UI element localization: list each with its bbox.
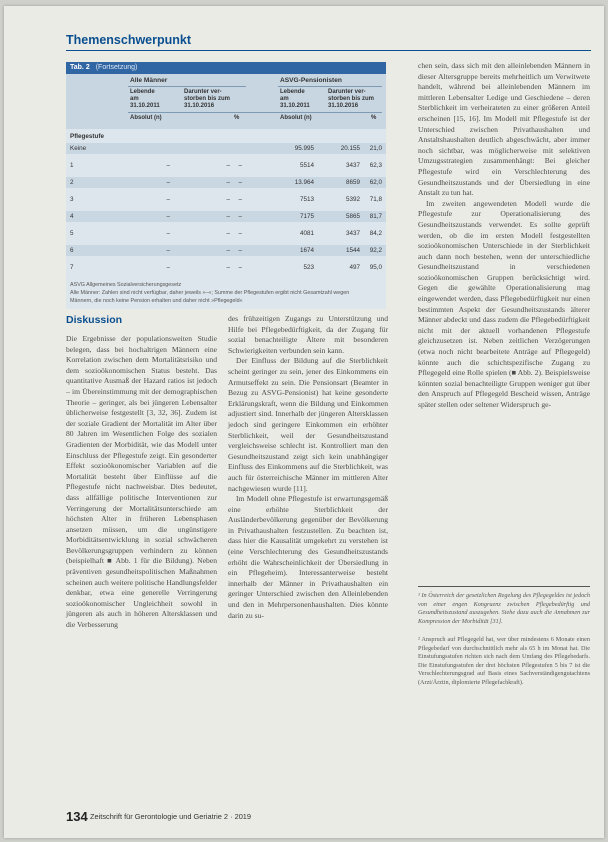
table-cell: 6 [70,247,74,254]
table-cell: 71,8 [369,196,382,203]
table-label-sub: (Fortsetzung) [95,64,138,71]
table-note-1: ASVG Allgemeines Sozialversicherungsgesetz [70,282,182,288]
table-cell: 92,2 [369,247,382,254]
text-column-right [418,61,590,581]
table-cell: – [238,247,242,254]
table-cell: 13.964 [294,179,314,186]
table-cell: 3437 [345,162,360,169]
table-note-2: Alle Männer: Zahlen sind nicht verfügbar, daher jeweils »–«; Summe der Pflegestufen ergibt nicht Gesamtzahl wegen [70,290,350,296]
col-header-living-2: Lebende am 31.10.2011 [280,89,310,109]
unit-absolute-1: Absolut (n) [130,115,162,121]
unit-percent-1: % [234,115,240,121]
table-cell: 20.155 [340,145,360,152]
group-header-all-men: Alle Männer [130,77,168,84]
table-row [66,177,386,188]
table-caption [66,62,386,74]
paragraph: Die Ergebnisse der populationsweiten Studie belegen, dass bei hochaltrigen Männern eine Korrelation zwischen dem Mortalitätsrisiko und dem sozioökonomischen Status besteht. Das quantitative Ausmaß der Hazard ratios ist jedoch – im Übereinstimmung mit der demographischen Theorie – geringer, als bei jüngeren Lebensalter üblicherweise festgestellt [3, 32, 36]. Zudem ist der soziale Gradient der Mortalität im Alter über 80 Jahren im Wesentlichen Folge des sozialen Gradienten der Morbidität, wie das Modell unter Einschluss der Pflegestufe zeigt. Ein gesonderter Effekt sozioökonomischer Variablen auf die Mortalität besteht über Einflüsse auf die Pflegestufe nicht nachweisbar. Dies bedeutet, dass allfällige politische Interventionen zur Verringerung der Mortalitätsunterschiede am höchsten Alter in früheren Lebensphasen ansetzen müssen, um die ungünstigere Morbiditätsentwicklung in sozial schwächeren Bevölkerungsgruppen verhindern zu können (beispielhaft ■ Abb. 1 für die Bildung). Neben präventiven gesundheitspolitischen Maßnahmen scheinen auch weitere politische Handlungsfelder denkbar, etwa eine generelle Verringerung sozioökonomischer Ungleichheit sowohl in jüngeren als auch in höheren Altersklassen und die Verbesserung [66,334,217,630]
col-header-living-1: Lebende am 31.10.2011 [130,89,160,109]
table-cell: 1 [70,162,74,169]
table-cell: 7 [70,264,74,271]
table-cell: 62,0 [369,179,382,186]
table-cell: – [166,179,170,186]
table-cell: 7513 [299,196,314,203]
unit-absolute-2: Absolut (n) [280,115,312,121]
table-cell: – [226,264,230,271]
section-title: Themenschwerpunkt [66,33,192,47]
table-cell: 95,0 [369,264,382,271]
table-cell: 497 [349,264,360,271]
table-cell: 5865 [345,213,360,220]
unit-rule [128,112,382,113]
table-cell: – [166,196,170,203]
table-cell: – [238,230,242,237]
table-cell: – [238,196,242,203]
table-cell: 84,2 [369,230,382,237]
table-cell: – [166,264,170,271]
table-cell: 21,0 [369,145,382,152]
footnote-1: ¹ In Österreich der gesetzlichen Regelung des Pflegegeldes ist jedoch von einer engen Kongruenz zwischen Pflegebedürftig und Gesundheitszustand auszugehen. Siehe dazu auch die Annahmen zur Kompression der Morbidität [31]. [418,592,590,625]
table-cell: 4 [70,213,74,220]
text-column-middle [228,314,388,804]
table-cell: 7175 [299,213,314,220]
footnote-2: ² Anspruch auf Pflegegeld hat, wer über mindestens 6 Monate einen Pflegebedarf von durchschnittlich mehr als 65 h im Monat hat. Die Einstufungsstufen richten sich nach dem Umfang des Pflegebedarfs. Die Einstufungsstufen der drei höchsten Pflegestufen 5 bis 7 ist die Verschlechterungsgrad auf Basis eines Sachverständigengutachtens (Arzt/Ärztin, diplomierte Pflegefachkraft). [418,636,590,686]
table-cell: 5514 [299,162,314,169]
table-row [66,245,386,256]
data-table [66,62,386,309]
table-cell: 2 [70,179,74,186]
table-cell: 3437 [345,230,360,237]
table-cell: – [238,179,242,186]
table-note-3: Männern, die noch keine Pension erhalten und daher nicht »Pflegegeld« [70,298,243,304]
table-cell: 4081 [299,230,314,237]
table-label: Tab. 2 [70,64,90,71]
table-row [66,194,386,205]
paragraph: chen sein, dass sich mit den alleinlebenden Männern in dieser Altersgruppe bereits mehrheitlich um Verwitwete handelt, während bei alleinlebenden Männern im mittleren Lebensalter Ledige und Geschiedene – deren Sterblichkeit im verheirateten zu einer größeren Anteil erscheinen [15, 16]. Im Modell mit Pflegestufe ist der Unterschied zwischen Privathaushalten und Anstaltshaushalten deutlich abgeschwächt, aber immer noch sichtbar, was möglicherweise mit selektiven Umzugsstrategien zusammenhängt: Bei gleicher Pflegestufe wird ein Verschlechterung des Gesundheitszustands und der Übersiedlung in eine Anstalt zu tun hat. [418,61,590,198]
table-cell: – [166,230,170,237]
text-column-left [66,334,217,804]
table-cell: – [166,247,170,254]
table-cell: – [226,230,230,237]
table-cell: 81,7 [369,213,382,220]
group-rule-2 [278,86,382,87]
page-number: 134 [66,809,88,824]
table-cell: – [226,247,230,254]
table-row [66,143,386,154]
table-cell: – [238,213,242,220]
table-cell: 5392 [345,196,360,203]
journal-title: Zeitschrift für Gerontologie und Geriatrie 2 · 2019 [90,812,252,821]
table-cell: 8659 [345,179,360,186]
table-cell: 62,3 [369,162,382,169]
table-cell: 3 [70,196,74,203]
paragraph: Im Modell ohne Pflegestufe ist erwartungsgemäß eine erhöhte Sterblichkeit der Ausländerbevölkerung gegenüber der Bevölkerung in Privathaushalten festzustellen. Zu beachten ist, dass hier die Kausalität umgekehrt zu verstehen ist (eine Verschlechterung des Gesundheitszustands erhöht die Wahrscheinlichkeit der Übersiedlung in ein Pflegeheim). Interessanterweise besteht innerhalb der Männer in Privathaushalten ein geringer Unterschied zwischen den Alleinlebenden und den in Mehrpersonenhaushalten. Dies könnte darin zu su- [228,494,388,620]
table-cell: – [166,162,170,169]
table-cell: 523 [303,264,314,271]
journal-page [4,6,604,838]
header-rule [66,50,591,51]
table-cell: 1544 [345,247,360,254]
col-header-deceased-2: Darunter ver- storben bis zum 31.10.2016 [328,89,375,109]
paragraph: Im zweiten angewendeten Modell wurde die Pflegestufe zur Operationalisierung des Gesundheitszustands verwendet. Es sollte geprüft werden, ob die im ersten Modell festgestellten sozioökonomischen Unterschiede in der Sterblichkeit auch dann noch bestehen, wenn der unterschiedliche Gesundheitszustand in verschiedenen sozioökonomischen Gruppen berücksichtigt wird. Gegen die gewählte Operationalisierung mag eingewendet werden, dass Pflegebedürftigkeit nur einen bestimmten Aspekt der Gesundheitszustands älterer Männer abdeckt und dass zudem die Pflegebedürftigkeit nicht mit der aktuell vorhandenen Pflegestufe gleichzusetzen ist. Neben zeitlichen Verzögerungen (etwa noch nicht bearbeitete Anträge auf Pflegegeld) könnte auch die schichtspezifische Zugang zu Pflegegeld eine Rolle spielen (■ Abb. 2). Beispielsweise könnten sozial benachteiligte Gruppen weniger gut über den Anspruch auf Pflegegeld Bescheid wissen, Anträge später stellen oder seltener Widerspruch ge- [418,198,590,409]
table-row [66,211,386,222]
table-cell: – [166,213,170,220]
table-cell: 5 [70,230,74,237]
table-cell: – [238,264,242,271]
col-header-deceased-1: Darunter ver- storben bis zum 31.10.2016 [184,89,231,109]
table-cell: – [226,196,230,203]
table-cell: 1674 [299,247,314,254]
table-header [66,74,386,129]
footnote-rule [418,586,590,587]
table-cell: – [226,179,230,186]
table-row [66,262,386,273]
group-header-asvg: ASVG-Pensionisten [280,77,342,84]
paragraph: Der Einfluss der Bildung auf die Sterblichkeit scheint geringer zu sein, jener des Einkommens ein Armutseffekt zu sein. Die Pensionsart (Beamter in Bezug zu ASVG-Pensionist) hat keine gesonderte Erklärungskraft, wenn die Bildung und Einkommen adjustiert sind. Innerhalb der jüngeren Altersklassen jedoch sind geringere Einkommen ein erhöhter Sterblichkeit, weil der Gesundheitszustand vergleichsweise schlecht ist. Kontrolliert man den Gesundheitszustand zeigt sich kein unabhängiger Einfluss des Einkommens auf die Sterblichkeit, was auch für österreichische Männer im mittleren Alter nachgewiesen wurde [11]. [228,356,388,493]
table-section-row: Pflegestufe [70,133,104,140]
table-cell: 95.995 [294,145,314,152]
group-rule-1 [128,86,246,87]
table-cell: – [226,162,230,169]
table-row [66,160,386,171]
table-cell: Keine [70,145,87,152]
table-row [66,228,386,239]
discussion-heading: Diskussion [66,314,123,326]
unit-percent-2: % [371,115,377,121]
table-cell: – [238,162,242,169]
paragraph: des frühzeitigen Zugangs zu Unterstützung und Hilfe bei Pflegebedürftigkeit, da der Zugang für sozial benachteiligte Ältere mit besonderen Schwierigkeiten verbunden sein kann. [228,314,388,355]
table-cell: – [226,213,230,220]
